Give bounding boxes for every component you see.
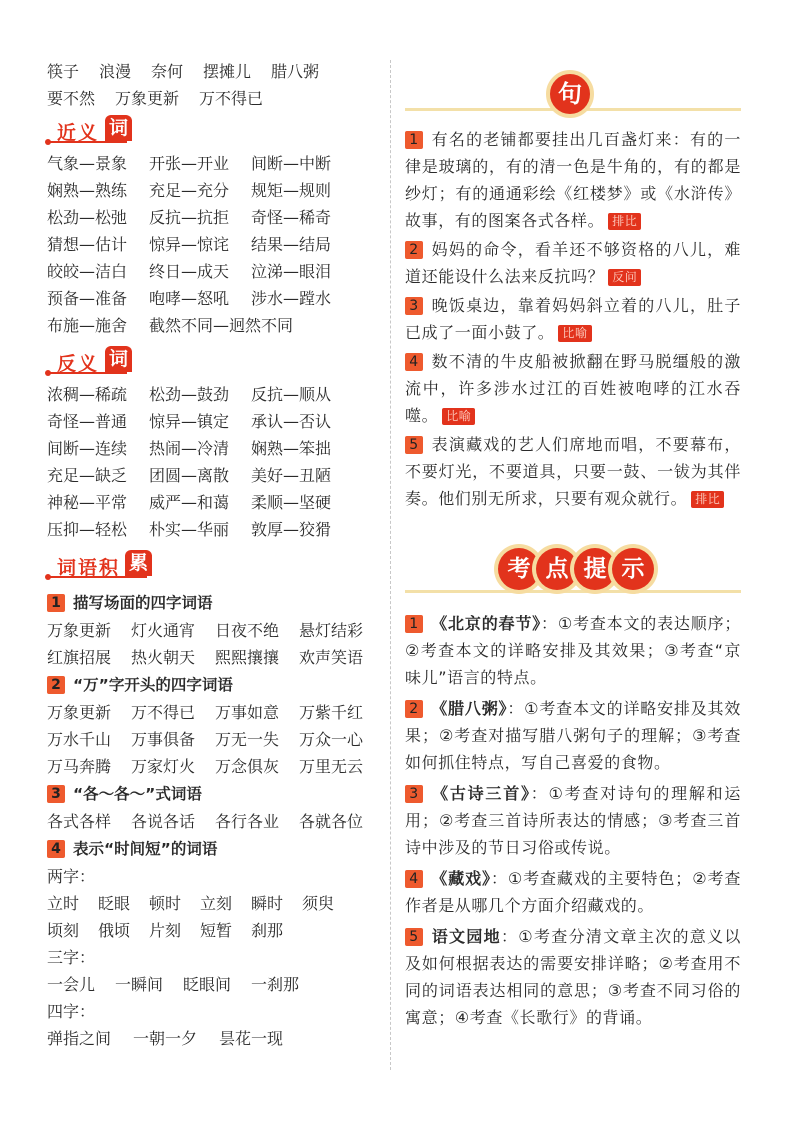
word: 美好—丑陋: [251, 466, 332, 485]
group-title: 表示“时间短”的词语: [73, 840, 218, 858]
rhetoric-tag: 反问: [608, 269, 641, 286]
word: 一刹那: [251, 975, 300, 994]
word-row: [47, 971, 377, 998]
word-row: [47, 85, 377, 112]
sentence-banner: 句: [546, 70, 594, 118]
label: 两字：: [47, 867, 96, 886]
number-badge: 1: [47, 594, 65, 612]
word-row: [47, 258, 377, 285]
word: 万无一失: [215, 730, 280, 749]
word: 娴熟—熟练: [47, 181, 128, 200]
word: 立时: [47, 894, 80, 913]
word: 结果—结局: [251, 235, 332, 254]
rhetoric-tag: 排比: [691, 491, 724, 508]
heading-text: 反义: [57, 353, 100, 375]
word: 充足—充分: [149, 181, 230, 200]
word: 松劲—鼓劲: [149, 385, 230, 404]
sentence: [405, 236, 741, 290]
word: 热闹—冷清: [149, 439, 230, 458]
number-badge: 1: [405, 131, 423, 149]
word: 各行各业: [215, 812, 280, 831]
word: 一瞬间: [115, 975, 164, 994]
banner-char: 考: [498, 548, 540, 590]
word: 柔顺—坚硬: [251, 493, 332, 512]
word: 万紫千红: [299, 703, 364, 722]
word-row: [47, 408, 377, 435]
word: 奇怪—普通: [47, 412, 128, 431]
word: 欢声笑语: [299, 648, 364, 667]
number-badge: 2: [405, 700, 423, 718]
sentence-text: 表演藏戏的艺人们席地而唱，不要幕布，不要灯光，不要道具，只要一鼓、一钹为其伴奏。他们别无所求，只要有观众就行。: [405, 435, 741, 508]
word: 规矩—规则: [251, 181, 332, 200]
word: 立刻: [200, 894, 233, 913]
label: 三字：: [47, 948, 96, 967]
word: 悬灯结彩: [299, 621, 364, 640]
word: 各说各话: [131, 812, 196, 831]
word: 团圆—离散: [149, 466, 230, 485]
antonyms-heading: [47, 345, 377, 379]
word: 眨眼间: [183, 975, 232, 994]
word: 摆摊儿: [203, 62, 252, 81]
key-points-banner: [498, 548, 650, 590]
word: 威严—和蔼: [149, 493, 230, 512]
word: 奈何: [151, 62, 184, 81]
word: 涉水—蹚水: [251, 289, 332, 308]
banner-char: 提: [574, 548, 616, 590]
word: 要不然: [47, 89, 96, 108]
word-row: [47, 204, 377, 231]
sentence-text: 数不清的牛皮船被掀翻在野马脱缰般的激流中，许多涉水过江的百姓被咆哮的江水吞噬。: [405, 352, 741, 425]
word: 各就各位: [299, 812, 364, 831]
word: 筷子: [47, 62, 80, 81]
key-point-text: ：①考查藏戏的主要特色；②考查作者是从哪几个方面介绍藏戏的。: [405, 869, 741, 915]
word-row: [47, 435, 377, 462]
word: 惊异—惊诧: [149, 235, 230, 254]
group-heading: [47, 671, 377, 699]
word: 反抗—顺从: [251, 385, 332, 404]
word: 顷刻: [47, 921, 80, 940]
word: 皎皎—洁白: [47, 262, 128, 281]
rhetoric-tag: 比喻: [442, 408, 475, 425]
heading-dot: [45, 574, 51, 580]
word: 熙熙攘攘: [215, 648, 280, 667]
word: 朴实—华丽: [149, 520, 230, 539]
key-point-title: 语文园地: [431, 927, 501, 946]
word: 浪漫: [99, 62, 132, 81]
heading-dot: [45, 139, 51, 145]
word-row: [47, 489, 377, 516]
word: 万不得已: [131, 703, 196, 722]
word: 万象更新: [47, 621, 112, 640]
key-point-text: ：①考查本文的表达顺序；②考查本文的详略安排及其效果；③考查“京味儿”语言的特点。: [405, 614, 742, 687]
word: 各式各样: [47, 812, 112, 831]
word: 片刻: [149, 921, 182, 940]
sentence: [405, 431, 741, 512]
word: 压抑—轻松: [47, 520, 128, 539]
word-row: [47, 808, 377, 835]
sentence: [405, 292, 741, 346]
word: 俄顷: [98, 921, 131, 940]
word: 刹那: [251, 921, 284, 940]
word: 充足—缺乏: [47, 466, 128, 485]
word: 万象更新: [115, 89, 180, 108]
word: 万马奔腾: [47, 757, 112, 776]
word: 一会儿: [47, 975, 96, 994]
number-badge: 2: [405, 241, 423, 259]
sentence: [405, 348, 741, 429]
word: 反抗—抗拒: [149, 208, 230, 227]
heading-box: 累: [125, 550, 152, 576]
word: 热火朝天: [131, 648, 196, 667]
word: 开张—开业: [149, 154, 230, 173]
group-heading: [47, 835, 377, 863]
left-column: [47, 58, 377, 1052]
word: 万象更新: [47, 703, 112, 722]
sentences-list: [405, 126, 741, 514]
word: 万众一心: [299, 730, 364, 749]
number-badge: 4: [405, 870, 423, 888]
sentence-text: 妈妈的命令，看羊还不够资格的八儿，难道还能设什么法来反抗吗？: [405, 240, 741, 286]
number-badge: 3: [405, 785, 423, 803]
word: 万事如意: [215, 703, 280, 722]
key-point-title: 《北京的春节》: [431, 614, 541, 633]
word: 惊异—镇定: [149, 412, 230, 431]
key-points-list: [405, 610, 741, 1035]
number-badge: 5: [405, 928, 423, 946]
antonyms-list: [47, 381, 377, 543]
banner-char: 示: [612, 548, 654, 590]
number-badge: 3: [47, 785, 65, 803]
group-heading: [47, 780, 377, 808]
word: 布施—施舍: [47, 316, 128, 335]
word-row: [47, 644, 377, 671]
group-title: “万”字开头的四字词语: [73, 676, 233, 694]
word: 瞬时: [251, 894, 284, 913]
group-title: “各～各～”式词语: [73, 785, 202, 803]
word: 咆哮—怒吼: [149, 289, 230, 308]
word: 猜想—估计: [47, 235, 128, 254]
group-heading: [47, 589, 377, 617]
rhetoric-tag: 比喻: [558, 325, 591, 342]
key-point: [405, 865, 741, 919]
key-point: [405, 780, 741, 861]
word-row: [47, 177, 377, 204]
column-divider: [390, 60, 391, 1070]
word: 娴熟—笨拙: [251, 439, 332, 458]
word: 万里无云: [299, 757, 364, 776]
key-point: [405, 695, 741, 776]
word-row: [47, 312, 377, 339]
heading-dot: [45, 370, 51, 376]
key-point-text: ：①考查对诗句的理解和运用；②考查三首诗所表达的情感；③考查三首诗中涉及的节日习俗或传说。: [405, 784, 742, 857]
banner-line: [405, 590, 741, 593]
number-badge: 4: [47, 840, 65, 858]
word: 万家灯火: [131, 757, 196, 776]
number-badge: 5: [405, 436, 423, 454]
banner-char: 点: [536, 548, 578, 590]
label: 四字：: [47, 1002, 96, 1021]
word-row: [47, 699, 377, 726]
word: 万水千山: [47, 730, 112, 749]
synonyms-heading: [47, 114, 377, 148]
word-row: [47, 462, 377, 489]
word: 终日—成天: [149, 262, 230, 281]
key-point-title: 《腊八粥》: [431, 699, 508, 718]
word-row: [47, 150, 377, 177]
word: 泣涕—眼泪: [251, 262, 332, 281]
number-badge: 3: [405, 297, 423, 315]
word-row: [47, 726, 377, 753]
word: 灯火通宵: [131, 621, 196, 640]
word: 眨眼: [98, 894, 131, 913]
word: 神秘—平常: [47, 493, 128, 512]
synonyms-list: [47, 150, 377, 339]
heading-text: 词语积: [57, 557, 121, 579]
sentence-text: 有名的老铺都要挂出几百盏灯来：有的一律是玻璃的，有的清一色是牛角的，有的都是纱灯；有的通通彩绘《红楼梦》或《水浒传》故事，有的图案各式各样。: [405, 130, 741, 230]
word: 顿时: [149, 894, 182, 913]
rhetoric-tag: 排比: [608, 213, 641, 230]
accumulation-heading: [47, 549, 377, 583]
word: 万念俱灰: [215, 757, 280, 776]
word: 万不得已: [199, 89, 264, 108]
word-row: [47, 381, 377, 408]
word: 浓稠—稀疏: [47, 385, 128, 404]
group-title: 描写场面的四字词语: [73, 594, 213, 612]
word-row: [47, 617, 377, 644]
number-badge: 1: [405, 615, 423, 633]
word: 一朝一夕: [133, 1029, 198, 1048]
number-badge: 4: [405, 353, 423, 371]
sentence: [405, 126, 741, 234]
word-row: [47, 231, 377, 258]
word: 气象—景象: [47, 154, 128, 173]
word: 腊八粥: [271, 62, 320, 81]
word: 奇怪—稀奇: [251, 208, 332, 227]
key-point-text: ：①考查分清文章主次的意义以及如何根据表达的需要安排详略；②考查用不同的词语表达相同的意思；③考查不同习俗的寓意；④考查《长歌行》的背诵。: [405, 927, 741, 1027]
word-row: [47, 516, 377, 543]
word-row: [47, 753, 377, 780]
word: 日夜不绝: [215, 621, 280, 640]
word-row: [47, 58, 377, 85]
word: 红旗招展: [47, 648, 112, 667]
word: 松劲—松弛: [47, 208, 128, 227]
word: 间断—中断: [251, 154, 332, 173]
word: 须臾: [302, 894, 335, 913]
word: 间断—连续: [47, 439, 128, 458]
word: 昙花一现: [219, 1029, 284, 1048]
word-row: [47, 285, 377, 312]
word: 承认—否认: [251, 412, 332, 431]
word: 短暂: [200, 921, 233, 940]
word: 敦厚—狡猾: [251, 520, 332, 539]
word-row: [47, 890, 377, 917]
sentence-text: 晚饭桌边，靠着妈妈斜立着的八儿，肚子已成了一面小鼓了。: [405, 296, 741, 342]
heading-text: 近义: [57, 122, 100, 144]
key-point-title: 《藏戏》: [431, 869, 491, 888]
heading-box: 词: [105, 346, 132, 372]
word: 万事俱备: [131, 730, 196, 749]
key-point-text: ：①考查本文的详略安排及其效果；②考查对描写腊八粥句子的理解；③考查如何抓住特点，写自己喜爱的食物。: [405, 699, 741, 772]
word: 弹指之间: [47, 1029, 112, 1048]
word: 预备—准备: [47, 289, 128, 308]
key-point: [405, 610, 741, 691]
key-point: [405, 923, 741, 1031]
word: 截然不同—迥然不同: [149, 316, 294, 335]
number-badge: 2: [47, 676, 65, 694]
accumulation-list: [47, 589, 377, 1052]
key-point-title: 《古诗三首》: [431, 784, 531, 803]
heading-box: 词: [105, 115, 132, 141]
word-row: [47, 917, 377, 944]
word-row: [47, 1025, 377, 1052]
